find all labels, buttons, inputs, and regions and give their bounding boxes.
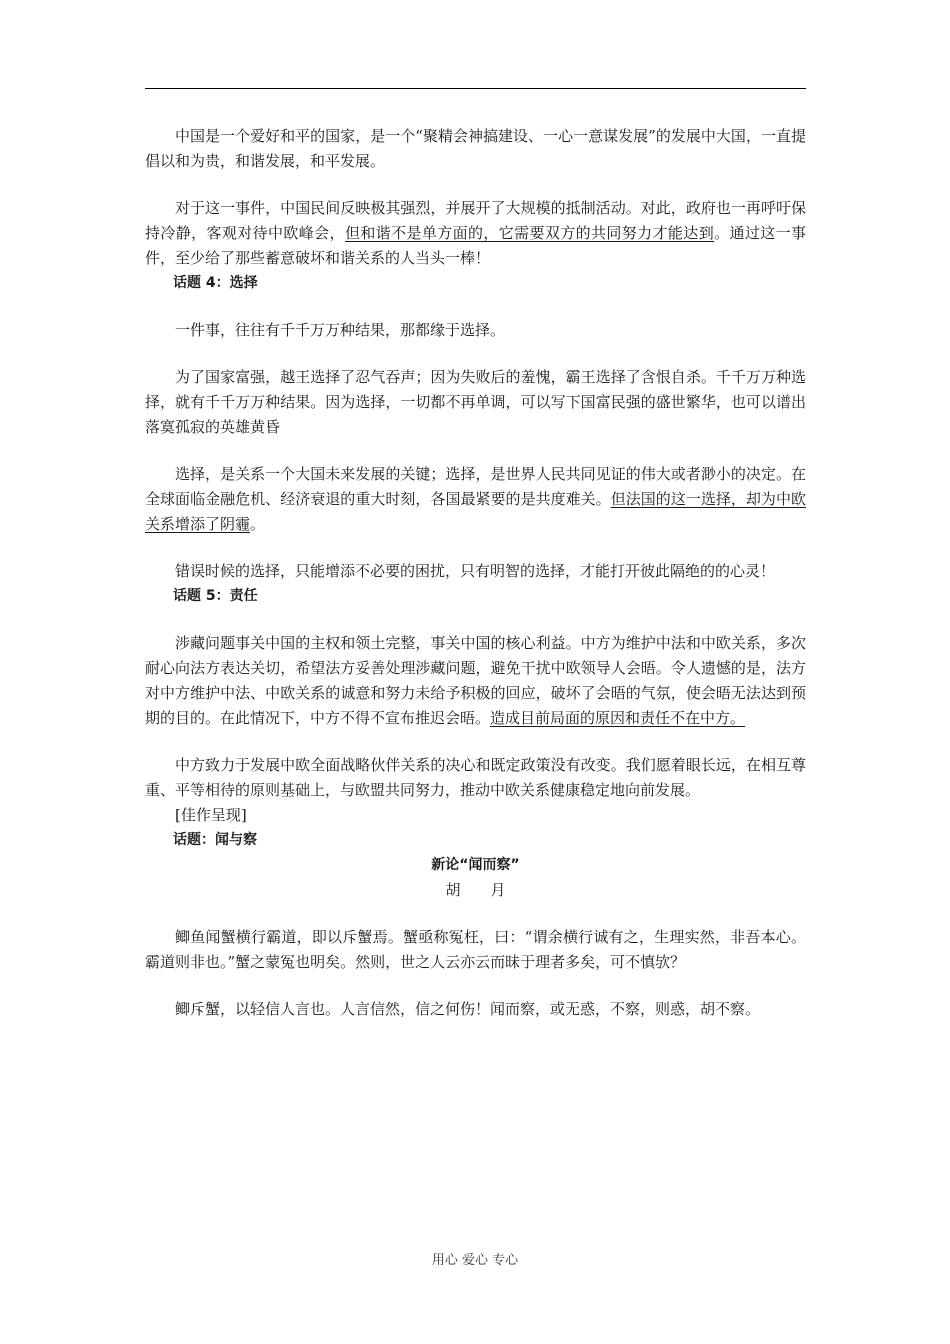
topic-4-heading: 话题 4：选择 bbox=[173, 275, 258, 291]
paragraph-7 bbox=[145, 631, 806, 731]
paragraph-2-underlined: 但和谐不是单方面的，它需要双方的共同努力才能达到 bbox=[344, 224, 715, 242]
paragraph-1: 中国是一个爱好和平的国家，是一个“聚精会神搞建设、一心一意谋发展”的发展中大国，一直提倡以和为贵，和谐发展，和平发展。 bbox=[145, 127, 806, 170]
paragraph-5-text-a: 选择，是关系一个大国未来发展的关键；选择，是世界人民共同见证的伟大或者渺小的决定。在全球面临金融危机、经济衰退的重大时刻，各国最紧要的是共度难关。 bbox=[145, 465, 806, 508]
paragraph-10: 鲫斥蟹，以轻信人言也。人言信然，信之何伤！闻而察，或无惑，不察，则惑，胡不察。 bbox=[175, 1000, 761, 1018]
topic-5-heading: 话题 5：责任 bbox=[173, 588, 258, 604]
page-footer: 用心 爱心 专心 bbox=[431, 1253, 519, 1268]
paragraph-5 bbox=[145, 462, 806, 537]
paragraph-3: 一件事，往往有千千万万种结果，那都缘于选择。 bbox=[175, 321, 506, 339]
paragraph-2 bbox=[145, 196, 806, 271]
showcase-label: [佳作呈现] bbox=[175, 806, 247, 824]
paragraph-7-underlined: 造成目前局面的原因和责任不在中方。 bbox=[490, 709, 746, 727]
paragraph-2-text-b: 。通过这一事件，至少给了那些蓄意破坏和谐关系的人当头一棒！ bbox=[145, 224, 806, 267]
paragraph-5-underlined: 但法国的这一选择，却为中欧关系增添了阴霾 bbox=[145, 490, 806, 533]
document-body bbox=[145, 124, 806, 1022]
paragraph-2-text-a: 对于这一事件，中国民间反映极其强烈，并展开了大规模的抵制活动。对此，政府也一再呼吁保持冷静，客观对待中欧峰会， bbox=[145, 199, 806, 242]
essay-author: 胡月 bbox=[445, 881, 536, 899]
header-rule bbox=[145, 88, 806, 89]
paragraph-4: 为了国家富强，越王选择了忍气吞声；因为失败后的羞愧，霸王选择了含恨自杀。千千万万种选择，就有千千万万种结果。因为选择，一切都不再单调，可以写下国富民强的盛世繁华，也可以谱出落寞孤寂的英雄黄昏 bbox=[145, 368, 806, 436]
essay-title: 新论“闻而察” bbox=[431, 857, 520, 873]
paragraph-7-text-a: 涉藏问题事关中国的主权和领土完整，事关中国的核心利益。中方为维护中法和中欧关系，多次耐心向法方表达关切，希望法方妥善处理涉藏问题，避免干扰中欧领导人会晤。令人遗憾的是，法方对中方维护中法、中欧关系的诚意和努力未给予积极的回应，破坏了会晤的气氛，使会晤无法达到预期的目的。在此情况下，中方不得不宣布推迟会晤。 bbox=[145, 634, 806, 727]
paragraph-9: 鲫鱼闻蟹横行霸道，即以斥蟹焉。蟹亟称冤枉，曰：“谓余横行诚有之，生理实然，非吾本心。霸道则非也。”蟹之蒙冤也明矣。然则，世之人云亦云而昧于理者多矣，可不慎欤？ bbox=[145, 928, 806, 971]
paragraph-6: 错误时候的选择，只能增添不必要的困扰，只有明智的选择，才能打开彼此隔绝的的心灵！ bbox=[175, 562, 776, 580]
paragraph-8: 中方致力于发展中欧全面战略伙伴关系的决心和既定政策没有改变。我们愿着眼长远，在相互尊重、平等相待的原则基础上，与欧盟共同努力，推动中欧关系健康稳定地向前发展。 bbox=[145, 756, 806, 799]
paragraph-5-text-b: 。 bbox=[250, 515, 266, 533]
essay-topic-heading: 话题：闻与察 bbox=[173, 832, 257, 848]
